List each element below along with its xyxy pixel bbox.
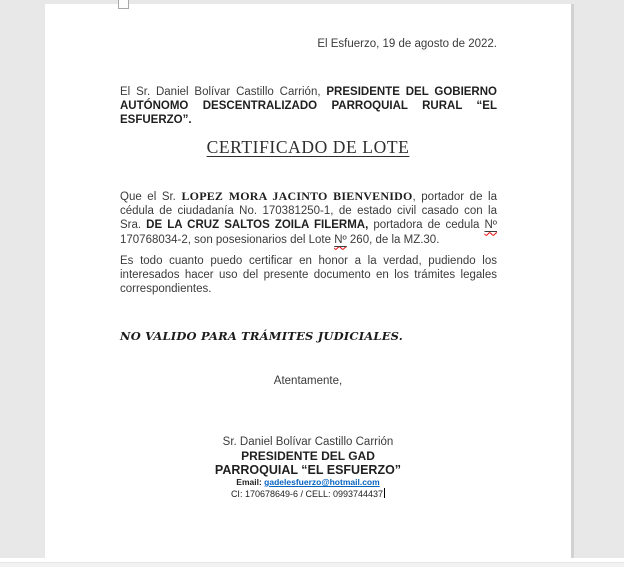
signer-role-line2: PARROQUIAL “EL ESFUERZO” bbox=[214, 463, 402, 477]
document-title: CERTIFICADO DE LOTE bbox=[206, 137, 410, 157]
signer-role-line1: PRESIDENTE DEL GAD bbox=[241, 449, 375, 463]
email-label: Email: bbox=[236, 477, 265, 487]
email-link[interactable]: gadelesfuerzo@hotmail.com bbox=[264, 477, 380, 487]
validity-notice: NO VALIDO PARA TRÁMITES JUDICIALES. bbox=[120, 329, 403, 343]
closing-paragraph: Es todo cuanto puedo certificar en honor a la verdad, pudiendo los interesados hacer uso del presente documento en los trámites legales correspondientes. bbox=[120, 255, 497, 295]
date-line: El Esfuerzo, 19 de agosto de 2022. bbox=[317, 38, 497, 50]
signer-email-line bbox=[45, 477, 571, 488]
text-cursor bbox=[384, 488, 385, 498]
farewell-line: Atentamente, bbox=[273, 375, 343, 387]
certificate-body-paragraph: Que el Sr. LOPEZ MORA JACINTO BIENVENIDO, portador de la cédula de ciudadanía No. 170381250-1, de estado civil casado con la Sra. DE LA CRUZ SALTOS ZOILA FILERMA, portadora de cedula Nº 170768034-2, son posesionarios del Lote Nº 260, de la MZ.30. bbox=[120, 189, 497, 246]
document-page[interactable] bbox=[45, 4, 574, 558]
contact-text: CI: 170678649-6 / CELL: 0993744437 bbox=[230, 489, 384, 499]
signature-block bbox=[45, 435, 571, 500]
signer-name: Sr. Daniel Bolívar Castillo Carrión bbox=[222, 436, 394, 448]
signer-contact-line bbox=[45, 488, 571, 500]
partial-square-marker-icon bbox=[118, 0, 129, 9]
bottom-bar bbox=[0, 562, 624, 567]
addressee-paragraph: El Sr. Daniel Bolívar Castillo Carrión, PRESIDENTE DEL GOBIERNO AUTÓNOMO DESCENTRALIZADO PARROQUIAL RURAL “EL ESFUERZO”. bbox=[120, 86, 497, 126]
